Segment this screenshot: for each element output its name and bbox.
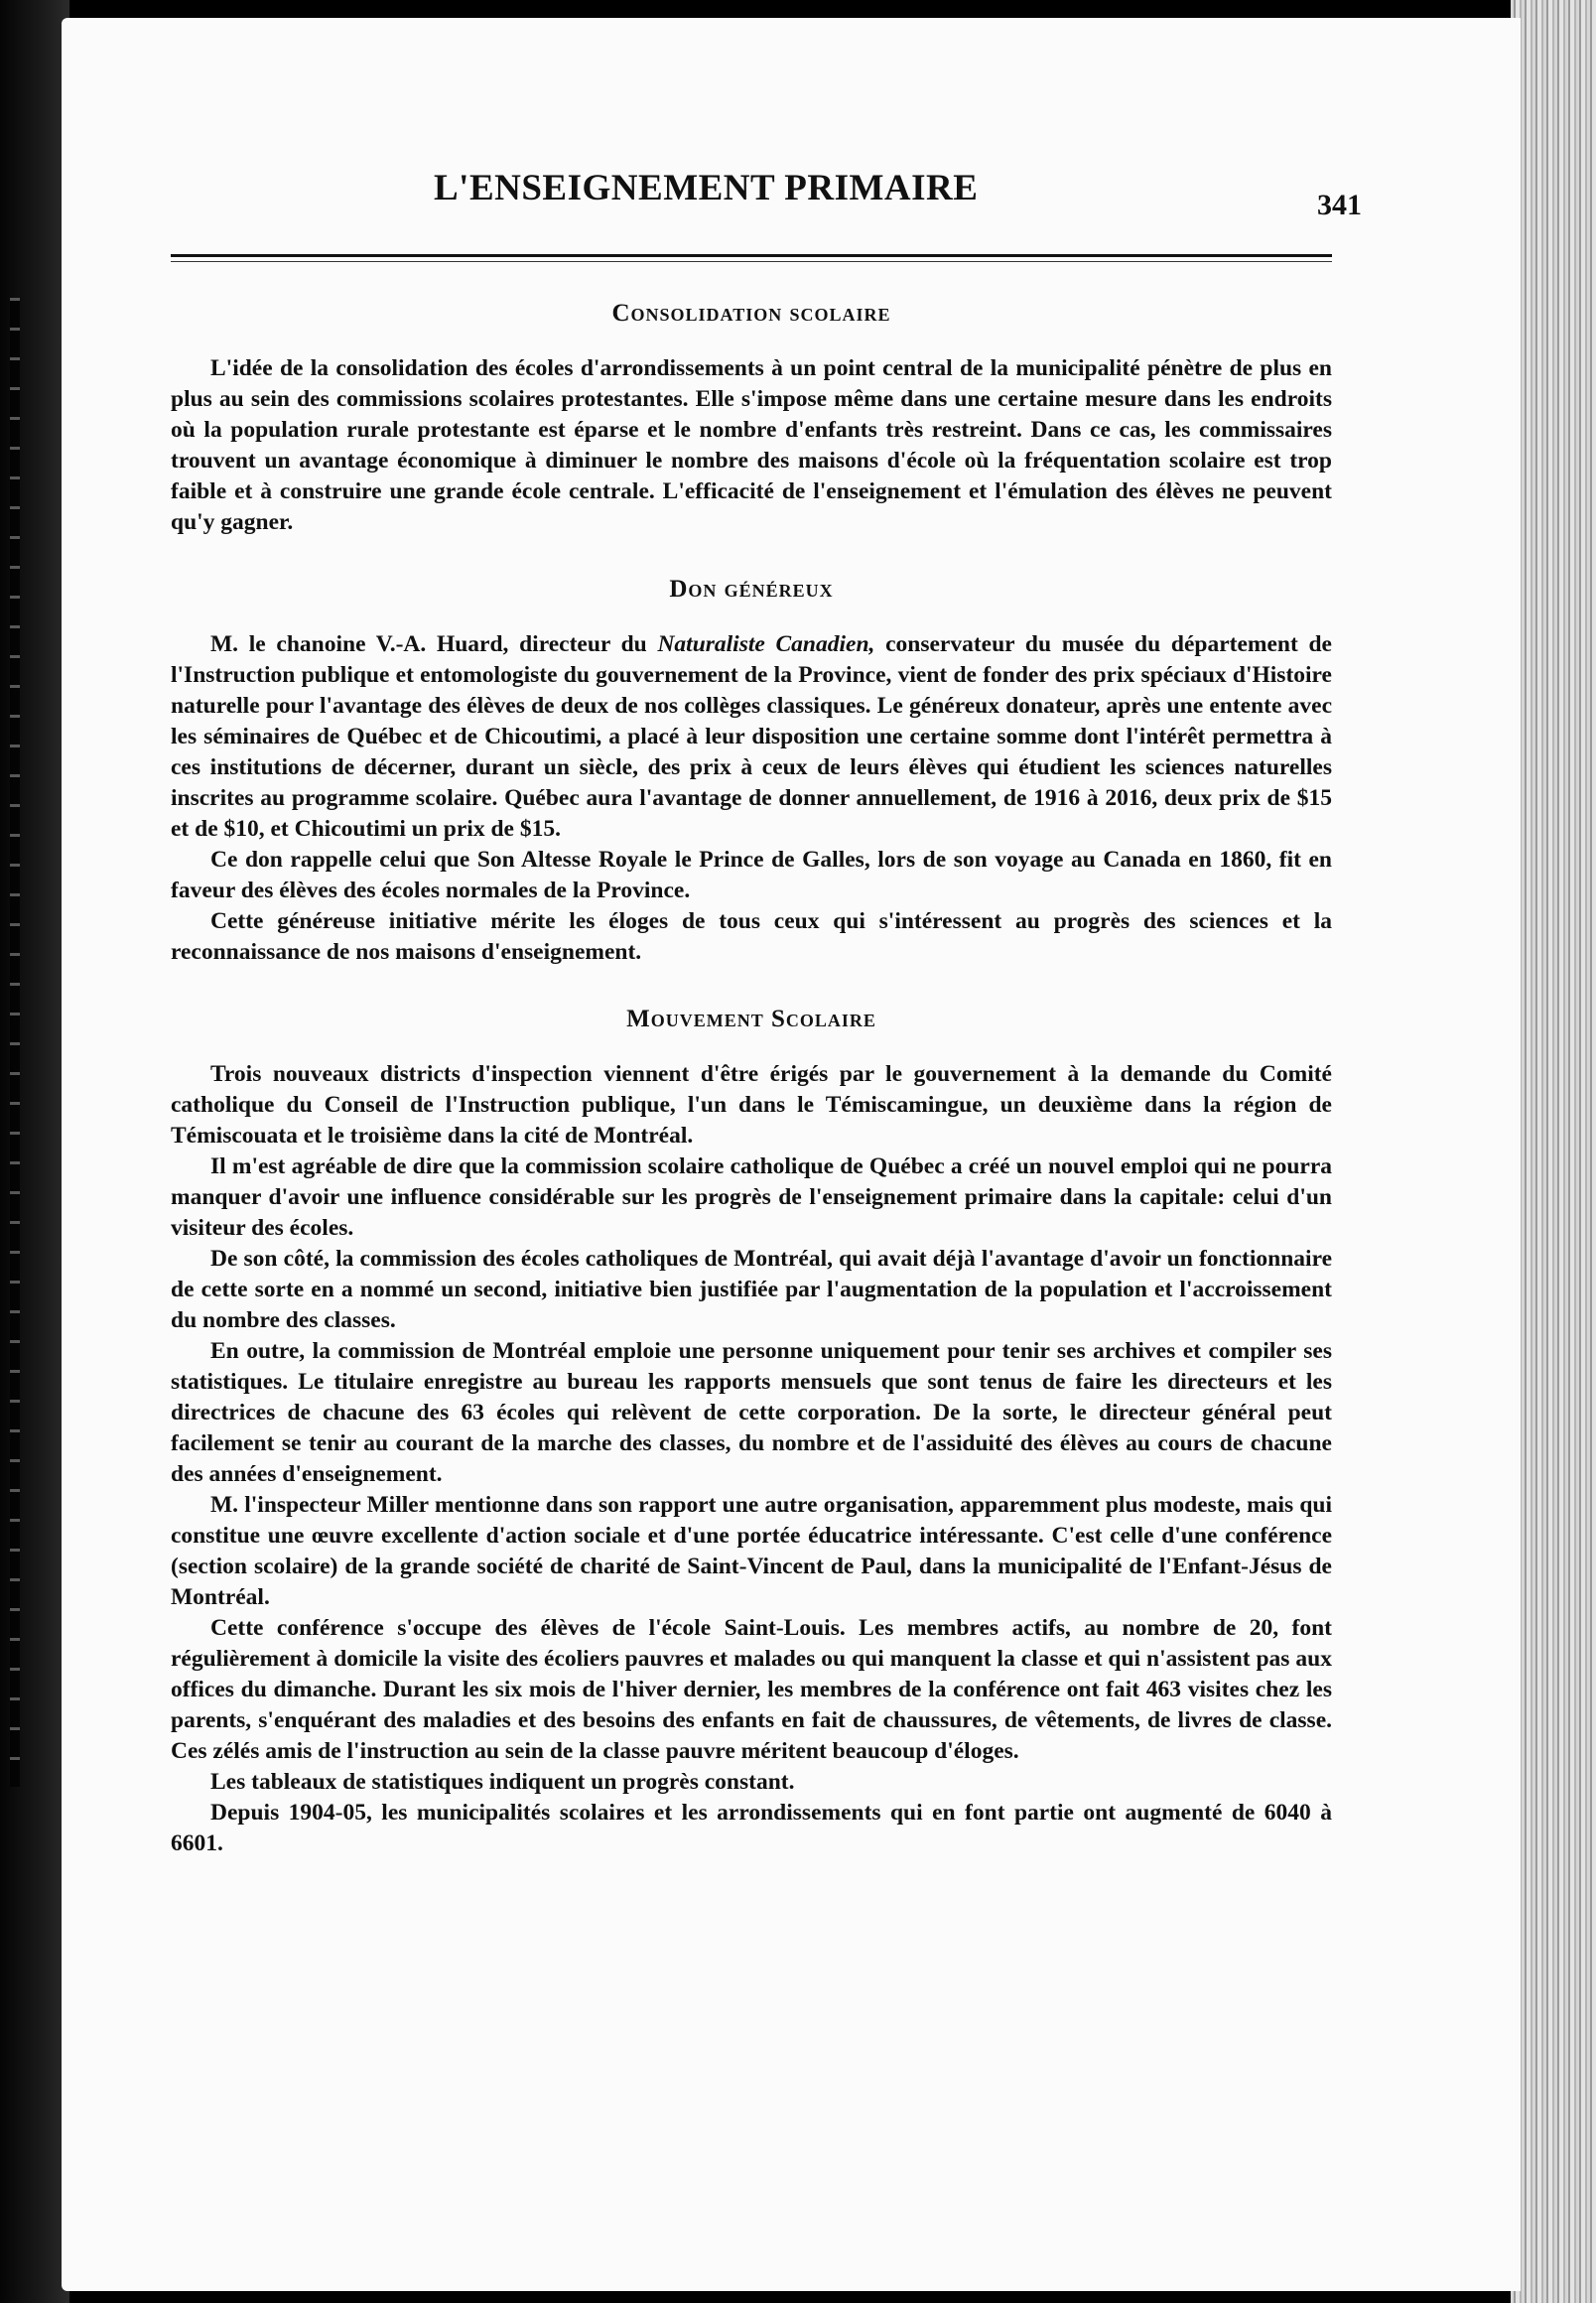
paragraph: En outre, la commission de Montréal emploie une personne uniquement pour tenir ses archives et compiler ses statistiques. Le titulaire enregistre au bureau les rapports mensuels que sont tenus de faire les directeurs et les directrices de chacune des 63 écoles qui relèvent de cette corporation. De la sorte, le directeur général peut facilement se tenir au courant de la marche des classes, du nombre et de l'assiduité des élèves au cours de chacune des années d'enseignement.	[171, 1338, 1332, 1487]
paragraph: Cette conférence s'occupe des élèves de l'école Saint-Louis. Les membres actifs, au nombre de 20, font régulièrement à domicile la visite des écoliers pauvres et malades ou qui manquent la classe et qui n'assistent pas aux offices du dimanche. Durant les six mois de l'hiver dernier, les membres de la conférence ont fait 463 visites chez les parents, s'enquérant des maladies et des besoins des enfants en fait de chaussures, de vêtements, de livres de classe. Ces zélés amis de l'instruction au sein de la classe pauvre méritent beaucoup d'éloges.	[171, 1615, 1332, 1764]
paragraph: Les tableaux de statistiques indiquent un progrès constant.	[210, 1769, 795, 1795]
paragraph: Cette généreuse initiative mérite les éloges de tous ceux qui s'intéressent au progrès des sciences et la reconnaissance de nos maisons d'enseignement.	[171, 908, 1332, 965]
book-page	[62, 18, 1521, 2291]
paragraph: Depuis 1904-05, les municipalités scolaires et les arrondissements qui en font partie ont augmenté de 6040 à 6601.	[171, 1800, 1332, 1856]
header-rule-thin	[171, 261, 1332, 262]
page-number: 341	[1317, 189, 1362, 221]
paragraph: Il m'est agréable de dire que la commission scolaire catholique de Québec a créé un nouvel emploi qui ne pourra manquer d'avoir une influence considérable sur les progrès de l'enseignement primaire dans la capitale: celui d'un visiteur des écoles.	[171, 1153, 1332, 1241]
paragraph	[171, 629, 1332, 845]
book-spine-edge	[10, 298, 20, 1787]
paragraph-text: conservateur du musée du département de l'Instruction publique et entomologiste du gouvernement de la Province, vient de fonder des prix spéciaux d'Histoire naturelle pour l'avantage des élèves de deux de nos collèges classiques. Le généreux donateur, après une entente avec les séminaires de Québec et de Chicoutimi, a placé à leur disposition une certaine somme dont l'intérêt permettra à ces institutions de décerner, durant un siècle, des prix à ceux de leurs élèves qui étudient les sciences naturelles inscrites au programme scolaire. Québec aura l'avantage de donner annuellement, de 1916 à 2016, deux prix de $15 et de $10, et Chicoutimi un prix de $15.	[171, 631, 1332, 842]
paragraph: L'idée de la consolidation des écoles d'arrondissements à un point central de la municipalité pénètre de plus en plus au sein des commissions scolaires protestantes. Elle s'impose même dans une certaine mesure dans les endroits où la population rurale protestante est éparse et le nombre d'enfants très restreint. Dans ce cas, les commissaires trouvent un avantage économique à diminuer le nombre des maisons d'école où la fréquentation scolaire est trop faible et à construire une grande école centrale. L'efficacité de l'enseignement et l'émulation des élèves ne peuvent qu'y gagner.	[171, 355, 1332, 535]
running-title: L'ENSEIGNEMENT PRIMAIRE	[434, 168, 979, 208]
paragraph: Trois nouveaux districts d'inspection viennent d'être érigés par le gouvernement à la demande du Comité catholique du Conseil de l'Instruction publique, l'un dans le Témiscamingue, un deuxième dans la région de Témiscouata et le troisième dans la cité de Montréal.	[171, 1061, 1332, 1149]
section-title-consolidation: Consolidation scolaire	[611, 300, 891, 327]
paragraph: De son côté, la commission des écoles catholiques de Montréal, qui avait déjà l'avantage d'avoir un fonctionnaire de cette sorte en a nommé un second, initiative bien justifiée par l'augmentation de la population et l'accroissement du nombre des classes.	[171, 1246, 1332, 1333]
paragraph: M. l'inspecteur Miller mentionne dans son rapport une autre organisation, apparemment plus modeste, mais qui constitue une œuvre excellente d'action sociale et d'une portée éducatrice intéressante. C'est celle d'une conférence (section scolaire) de la grande société de charité de Saint-Vincent de Paul, dans la municipalité de l'Enfant-Jésus de Montréal.	[171, 1492, 1332, 1610]
page-stack-edges	[1511, 0, 1596, 2303]
paragraph: Ce don rappelle celui que Son Altesse Royale le Prince de Galles, lors de son voyage au Canada en 1860, fit en faveur des élèves des écoles normales de la Province.	[171, 847, 1332, 903]
page-content	[171, 167, 1362, 1859]
section-title-don: Don généreux	[669, 576, 834, 603]
section-title-mouvement: Mouvement Scolaire	[626, 1006, 876, 1032]
journal-title: Naturaliste Canadien,	[657, 631, 875, 657]
paragraph-text: M. le chanoine V.-A. Huard, directeur du	[210, 631, 658, 657]
running-head	[171, 167, 1362, 226]
header-rule	[171, 254, 1332, 257]
